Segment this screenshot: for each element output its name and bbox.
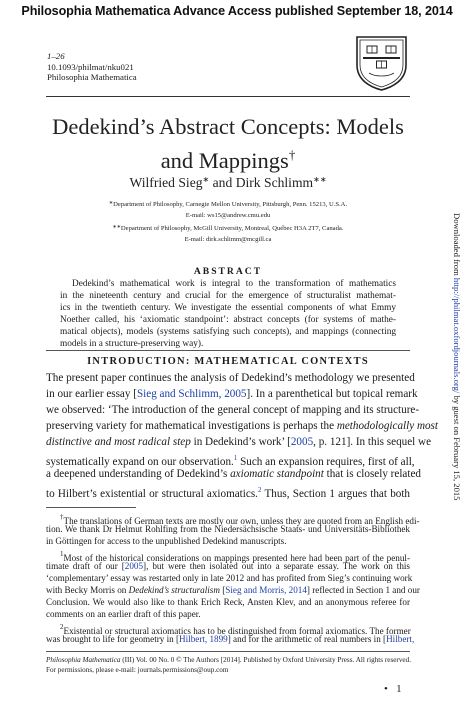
advance-access-banner: Philosophia Mathematica Advance Access published September 18, 2014 — [21, 4, 453, 18]
text: (III) Vol. 00 No. 0 © The Authors [2014]. Published by Oxford University Press. All rights reserved. — [120, 656, 412, 664]
journal-name: Philosophia Mathematica — [47, 72, 137, 83]
journal-italic: Philosophia Mathematica — [46, 656, 121, 664]
university-crest-icon — [355, 35, 408, 92]
body-line — [46, 466, 421, 483]
footnote-line: tion. We thank Dr Helmut Rohlfing from the Niedersächsische Staats- und Universitäts-Bibliothek — [46, 524, 410, 534]
email-1 — [46, 210, 410, 222]
email-2 — [46, 234, 410, 246]
author-1: Wilfried Sieg — [129, 175, 203, 190]
text: a deepened understanding of Dedekind’s — [46, 468, 231, 480]
footnote-line — [46, 634, 415, 646]
body-line — [46, 418, 438, 435]
text: Existential or structural axiomatics has to be distinguished from formal axiomatics. The former — [63, 626, 411, 636]
body-line — [46, 386, 418, 403]
text: [ — [219, 585, 226, 595]
abstract-line: models in a structure-preserving way). — [60, 339, 204, 349]
abstract-line: ics in the twentieth century. We investigate the essential components of what Emmy — [60, 303, 396, 313]
abstract-line: in the nineteenth century and crucial for the emergence of structuralist mathemat- — [60, 291, 396, 301]
text: ], but were then isolated out into a separate essay. The work on this — [143, 561, 410, 571]
footnote-line — [46, 585, 420, 597]
emphasis: methodologically most — [336, 420, 438, 432]
text: in Dedekind’s work’ [ — [190, 436, 291, 448]
body-line: we observed: ‘The introduction of the general concept of mapping and its structure- — [46, 404, 420, 416]
footnote-line — [46, 561, 410, 573]
title-footnote-mark: † — [288, 147, 296, 162]
affiliation-text: Department of Philosophy, Carnegie Mellon University, Pittsburgh, Penn. 15213, U.S.A. — [113, 201, 348, 208]
author-line — [46, 175, 410, 191]
footnote-line: Conclusion. We would also like to thank Erich Reck, Ansten Klev, and an anonymous referee for — [46, 597, 410, 607]
affiliation-mark: ∗∗ — [112, 225, 121, 230]
emphasis: axiomatic standpoint — [230, 468, 324, 480]
text: was brought to life for geometry in [ — [46, 634, 180, 644]
body-line — [46, 482, 410, 503]
text: ] reflected in Section 1 and our — [306, 585, 420, 595]
footnote-line: in Göttingen for access to the unpublished Dedekind manuscripts. — [46, 536, 287, 546]
affiliation-text: Department of Philosophy, McGill University, Montreal, Québec H3A 2T7, Canada. — [120, 225, 344, 232]
text: Downloaded from — [452, 213, 462, 278]
body-line — [46, 434, 432, 451]
doi: 10.1093/philmat/nku021 — [47, 61, 134, 72]
citation-link[interactable]: Sieg and Schlimm, 2005 — [136, 388, 247, 400]
text: ]. In a parenthetical but topical remark — [246, 388, 418, 400]
text: Most of the historical considerations on mappings presented here had been part of the penul- — [63, 553, 410, 563]
citation-link[interactable]: Hilbert, 1899 — [179, 634, 228, 644]
footer-rule — [46, 651, 410, 652]
citation-link[interactable]: Hilbert, — [386, 634, 415, 644]
footnote-rule — [46, 507, 136, 508]
footnote-mark: 2 — [60, 623, 64, 631]
text: to Hilbert’s existential or structural axiomatics. — [46, 488, 258, 500]
text: by guest on February 15, 2015 — [452, 393, 462, 501]
emphasis: distinctive and most radical step — [46, 436, 191, 448]
footnote-ref[interactable]: 2 — [257, 486, 262, 494]
abstract-line: Noether called, his ‘axiomatic standpoint’: abstract concepts (for systems of mathe- — [60, 315, 396, 325]
footnote-line: comments on an earlier draft of this paper. — [46, 609, 201, 619]
abstract-heading: ABSTRACT — [193, 266, 263, 277]
citation-link[interactable]: 2005 — [290, 436, 314, 448]
text: , p. 121]. In this sequel we — [313, 436, 432, 448]
text: systematically expand on our observation. — [46, 456, 234, 468]
text: ] and for the arithmetic of real numbers in [ — [227, 634, 387, 644]
author-2-mark: ∗∗ — [313, 175, 327, 184]
affiliation-mark: ∗ — [108, 201, 114, 206]
body-line: The present paper continues the analysis of Dedekind’s methodology we presented — [46, 372, 415, 384]
article-meta — [47, 51, 137, 83]
footnote-mark: 1 — [60, 550, 64, 558]
email-text: E-mail: ws15@andrew.cmu.edu — [185, 212, 271, 219]
text: preserving variety for mathematical investigations is perhaps the — [46, 420, 337, 432]
download-notice — [452, 213, 462, 500]
copyright-line — [46, 656, 410, 664]
page-range: 1–26 — [47, 51, 65, 61]
title-line-1: Dedekind’s Abstract Concepts: Models — [52, 114, 404, 139]
text: with Becky Morris on — [46, 585, 129, 595]
download-sidebar — [448, 213, 462, 515]
header-rule — [46, 96, 410, 97]
abstract-rule — [46, 350, 410, 351]
text: The translations of German texts are mostly our own, unless they are quoted from an English edi- — [63, 516, 420, 526]
text: that is closely related — [323, 468, 421, 480]
journal-url-link[interactable]: http://philmat.oxfordjournals.org/ — [452, 277, 462, 394]
bullet: • — [384, 683, 388, 695]
abstract-line: matical objects), models (systems satisfying such concepts), and mappings (connecting — [60, 327, 396, 337]
author-2: Dirk Schlimm — [235, 175, 314, 190]
email-text: E-mail: dirk.schlimm@mcgill.ca — [184, 236, 272, 243]
author-1-mark: ∗ — [202, 175, 210, 184]
citation-link[interactable]: Sieg and Morris, 2014 — [225, 585, 307, 595]
text: Thus, Section 1 argues that both — [261, 488, 410, 500]
text: Such an expansion requires, first of all, — [237, 456, 415, 468]
page-number-value: 1 — [396, 683, 402, 695]
citation-link[interactable]: 2005 — [124, 561, 144, 571]
text: timate draft of our [ — [46, 561, 125, 571]
permissions-line: For permissions, please e-mail: journals.permissions@oup.com — [46, 666, 229, 674]
author-conjunction: and — [209, 175, 236, 190]
section-heading: INTRODUCTION: MATHEMATICAL CONTEXTS — [87, 356, 369, 367]
footnote-ref[interactable]: 1 — [233, 454, 238, 462]
footnote-line: ‘complementary’ essay was restarted only in late 2012 and has profited from Sieg’s continuing work — [46, 573, 413, 583]
article-title — [46, 113, 410, 175]
text: in our earlier essay [ — [46, 388, 137, 400]
emphasis: Dedekind’s structuralism — [128, 585, 220, 595]
page-number — [384, 683, 402, 695]
footnote-mark: † — [60, 513, 64, 521]
abstract-line: Dedekind’s mathematical work is integral to the transformation of mathematics — [72, 279, 396, 289]
title-line-2: and Mappings — [160, 148, 289, 173]
